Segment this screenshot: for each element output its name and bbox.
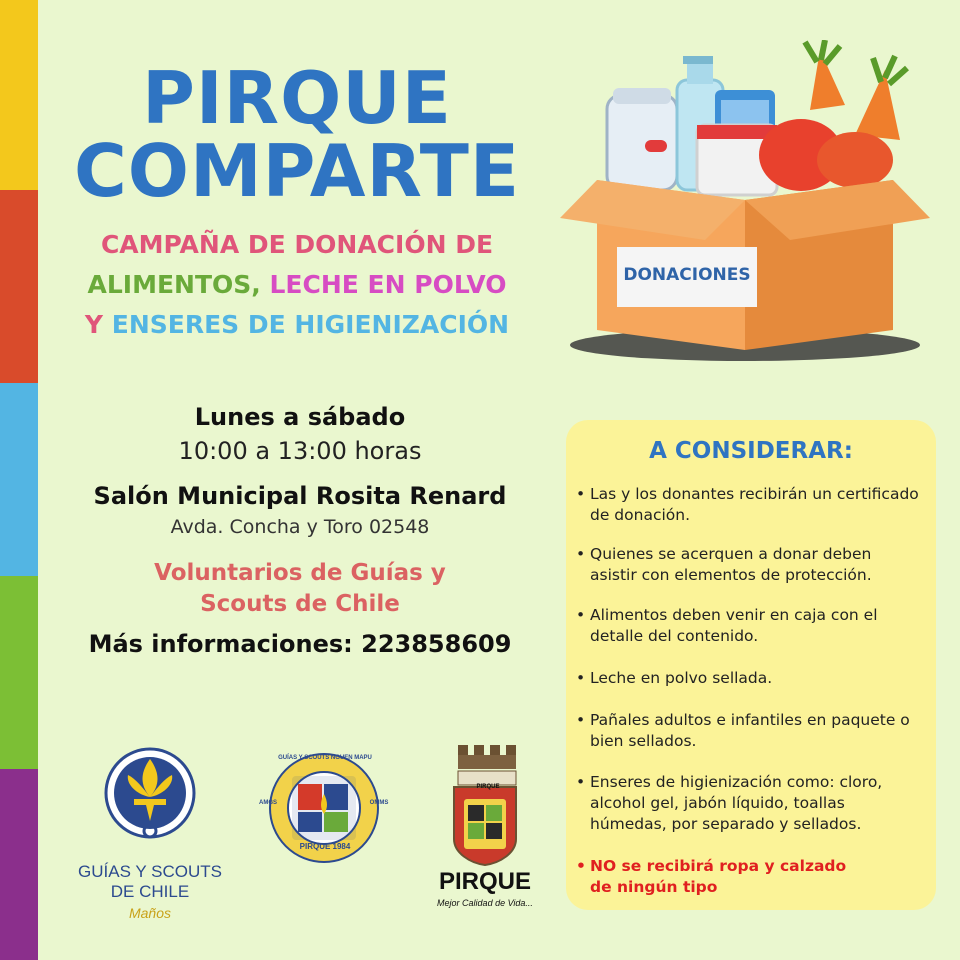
stripe-purple [0, 769, 38, 960]
volunteers-line-1: Voluntarios de Guías y [154, 560, 446, 586]
subtitle-food: ALIMENTOS, [87, 270, 261, 299]
subtitle-line-1 [62, 232, 532, 257]
scouts-logo-line-1: GUÍAS Y SCOUTS [78, 862, 222, 881]
contact-info: Más informaciones: 223858609 [88, 630, 512, 658]
subtitle-hygiene: ENSERES DE HIGIENIZACIÓN [111, 310, 510, 339]
scouts-logo-line-2: DE CHILE [110, 882, 190, 901]
schedule-hours: 10:00 a 13:00 horas [178, 437, 422, 465]
list-item: • Pañales adultos e infantiles en paquete o bien sellados. [576, 711, 910, 750]
scouts-logo-tagline: Maños [128, 905, 172, 921]
location-name: Salón Municipal Rosita Renard [93, 482, 507, 510]
box-label: DONACIONES [623, 265, 751, 285]
stripe-yellow [0, 0, 38, 190]
donation-box-icon [555, 40, 935, 365]
subtitle-line-2 [62, 272, 532, 297]
stripe-green [0, 576, 38, 769]
group-badge-bottom: PIRQUE 1984 [299, 842, 351, 851]
shield-crest-icon [450, 743, 520, 868]
subtitle-line-3 [62, 312, 532, 337]
list-item: • Las y los donantes recibirán un certificado de donación. [576, 485, 919, 524]
warning-note: • NO se recibirá ropa y calzado de ningún tipo [576, 857, 847, 896]
subtitle-and: Y [84, 310, 104, 339]
list-item: • Alimentos deben venir en caja con el detalle del contenido. [576, 606, 878, 645]
schedule-days: Lunes a sábado [194, 403, 406, 431]
considerations-panel [566, 420, 936, 910]
subtitle-campaign: CAMPAÑA DE DONACIÓN DE [100, 230, 494, 259]
stripe-red [0, 190, 38, 383]
volunteers-line-2: Scouts de Chile [200, 591, 400, 617]
list-item: • Enseres de higienización como: cloro, alcohol gel, jabón líquido, toallas húmedas, por separado y sellados. [576, 773, 883, 833]
municipality-name: PIRQUE [438, 868, 531, 895]
list-item: • Leche en polvo sellada. [576, 669, 773, 687]
title-line-2: COMPARTE [73, 129, 521, 213]
title-line-1: PIRQUE [142, 56, 452, 140]
fleur-de-lis-icon [100, 745, 200, 845]
location-address: Avda. Concha y Toro 02548 [170, 516, 430, 538]
group-badge-right: OMMS [369, 800, 389, 806]
subtitle-milk: LECHE EN POLVO [269, 270, 507, 299]
municipality-tagline: Mejor Calidad de Vida... [437, 898, 533, 908]
crest-shield-text: PIRQUE [476, 784, 500, 790]
group-badge-top: GUÍAS Y SCOUTS NGUEN MAPU [278, 755, 372, 761]
stripe-blue [0, 383, 38, 576]
considerations-title: A CONSIDERAR: [649, 438, 853, 464]
list-item: • Quienes se acerquen a donar deben asistir con elementos de protección. [576, 545, 872, 584]
group-badge-left: AMGS [259, 800, 277, 806]
